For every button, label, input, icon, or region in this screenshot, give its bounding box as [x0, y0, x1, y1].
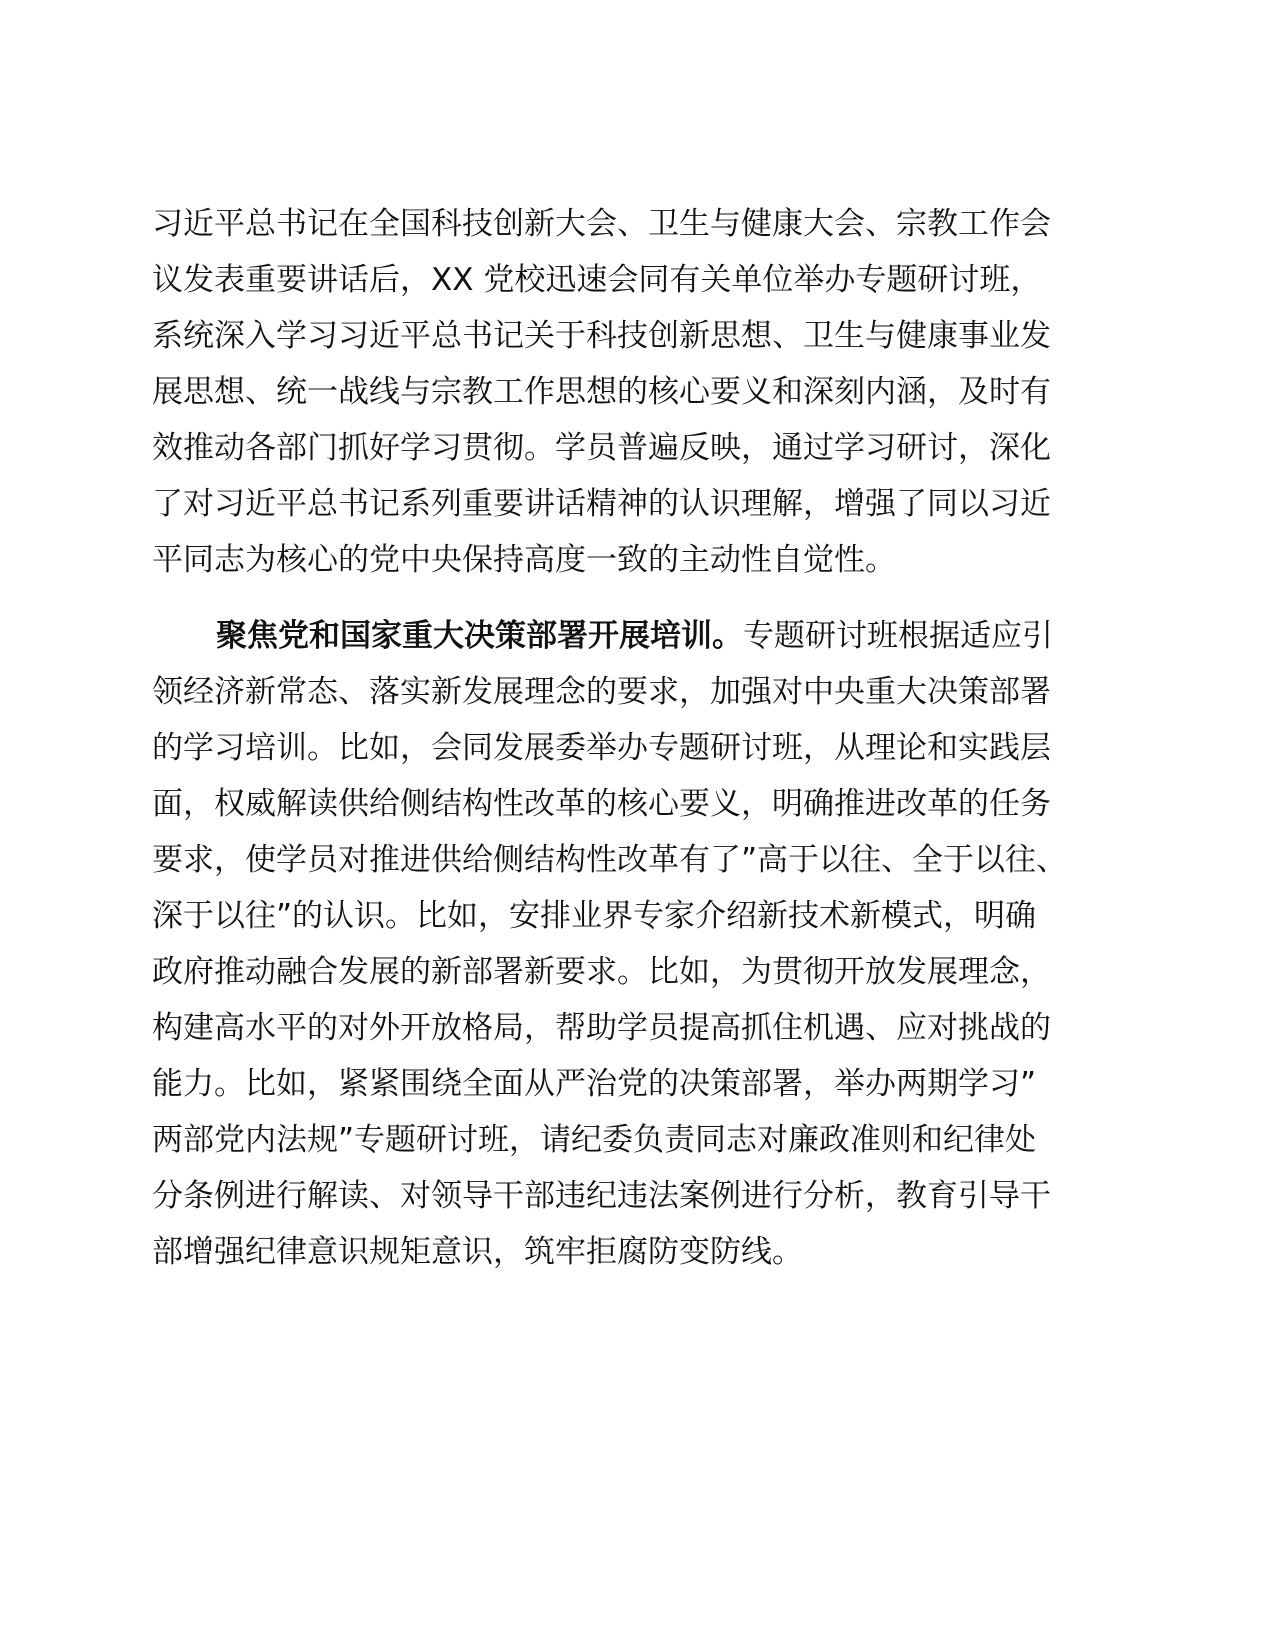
paragraph-line: 要求，使学员对推进供给侧结构性改革有了”高于以往、全于以往、 [152, 842, 1068, 878]
paragraph-line: 习近平总书记在全国科技创新大会、卫生与健康大会、宗教工作会 [152, 206, 1051, 242]
paragraph-line: 系统深入学习习近平总书记关于科技创新思想、卫生与健康事业发 [152, 318, 1051, 354]
paragraph-line: 面，权威解读供给侧结构性改革的核心要义，明确推进改革的任务 [152, 786, 1051, 822]
paragraph-learning-speeches [152, 196, 1132, 588]
paragraph-first-line-text: 专题研讨班根据适应引 [743, 618, 1053, 654]
paragraph-line: 部增强纪律意识规矩意识，筑牢拒腐防变防线。 [152, 1234, 803, 1270]
paragraph-line: 领经济新常态、落实新发展理念的要求，加强对中央重大决策部署 [152, 674, 1051, 710]
paragraph-line: 展思想、统一战线与宗教工作思想的核心要义和深刻内涵，及时有 [152, 374, 1051, 410]
paragraph-line: 两部党内法规”专题研讨班，请纪委负责同志对廉政准则和纪律处 [152, 1122, 1037, 1158]
paragraph-line: 议发表重要讲话后，XX 党校迅速会同有关单位举办专题研讨班， [152, 262, 1042, 298]
paragraph-line: 平同志为核心的党中央保持高度一致的主动性自觉性。 [152, 542, 896, 578]
paragraph-line: 分条例进行解读、对领导干部违纪违法案例进行分析，教育引导干 [152, 1178, 1051, 1214]
paragraph-first-line [152, 608, 1132, 664]
paragraph-line: 能力。比如，紧紧围绕全面从严治党的决策部署，举办两期学习” [152, 1066, 1037, 1102]
document-body [152, 196, 1132, 1280]
paragraph-line: 深于以往”的认识。比如，安排业界专家介绍新技术新模式，明确 [152, 898, 1037, 934]
paragraph-lead-heading: 聚焦党和国家重大决策部署开展培训。 [216, 618, 743, 654]
paragraph-line: 了对习近平总书记系列重要讲话精神的认识理解，增强了同以习近 [152, 486, 1051, 522]
paragraph-major-decision-training [152, 608, 1132, 1280]
paragraph-line: 构建高水平的对外开放格局，帮助学员提高抓住机遇、应对挑战的 [152, 1010, 1051, 1046]
paragraph-line: 效推动各部门抓好学习贯彻。学员普遍反映，通过学习研讨，深化 [152, 430, 1051, 466]
paragraph-line: 政府推动融合发展的新部署新要求。比如，为贯彻开放发展理念， [152, 954, 1051, 990]
paragraph-line: 的学习培训。比如，会同发展委举办专题研讨班，从理论和实践层 [152, 730, 1051, 766]
